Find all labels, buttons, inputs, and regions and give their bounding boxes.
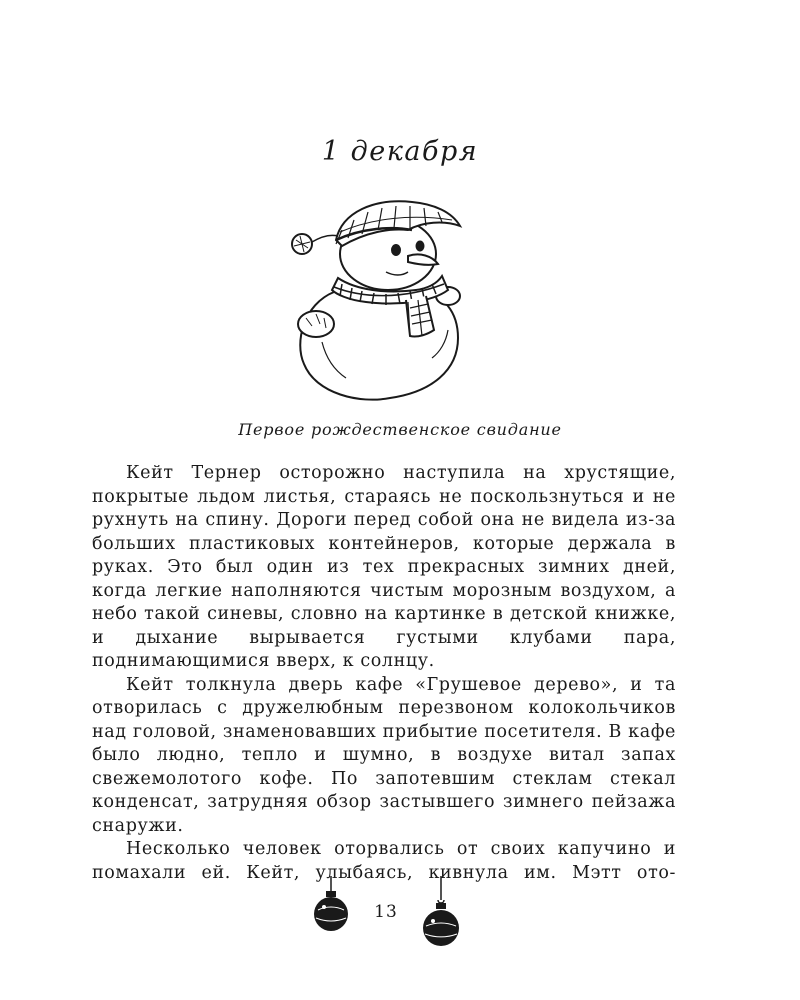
paragraph: Кейт Тернер осторожно наступила на хрустящие, покрытые льдом листья, стараясь не поскользнуться и не рухнуть на спину. Дороги перед собой она не видела из-за больших пластиковых контейнеров, которые держала в руках. Это был один из тех прекрасных зимних дней, когда легкие наполняются чистым морозным воздухом, а небо такой синевы, словно на картинке в детской книжке, и дыхание вырывается густыми клубами пара, поднимающимися вверх, к солнцу. [92,463,676,671]
paragraph: Кейт толкнула дверь кафе «Грушевое дерево», и та отворилась с дружелюбным перезвоном колокольчиков над головой, знаменовавших прибытие посетителя. В кафе было людно, тепло и шумно, в воздухе витал запах свежемолотого кофе. По запотевшим стеклам стекал конденсат, затрудняя обзор застывшего зимнего пейзажа снаружи. [92,674,676,836]
page-number: 13 [374,902,398,922]
snowman-icon [282,192,482,404]
christmas-bauble-icon [416,876,466,950]
body-text [92,462,676,885]
christmas-bauble-icon [306,876,356,932]
chapter-title: 1 декабря [321,136,479,167]
chapter-subtitle: Первое рождественское свидание [238,420,562,439]
paragraph: Несколько человек оторвались от своих капучино и помахали ей. Кейт, улыбаясь, кивнула им. Мэтт ото- [92,839,676,883]
